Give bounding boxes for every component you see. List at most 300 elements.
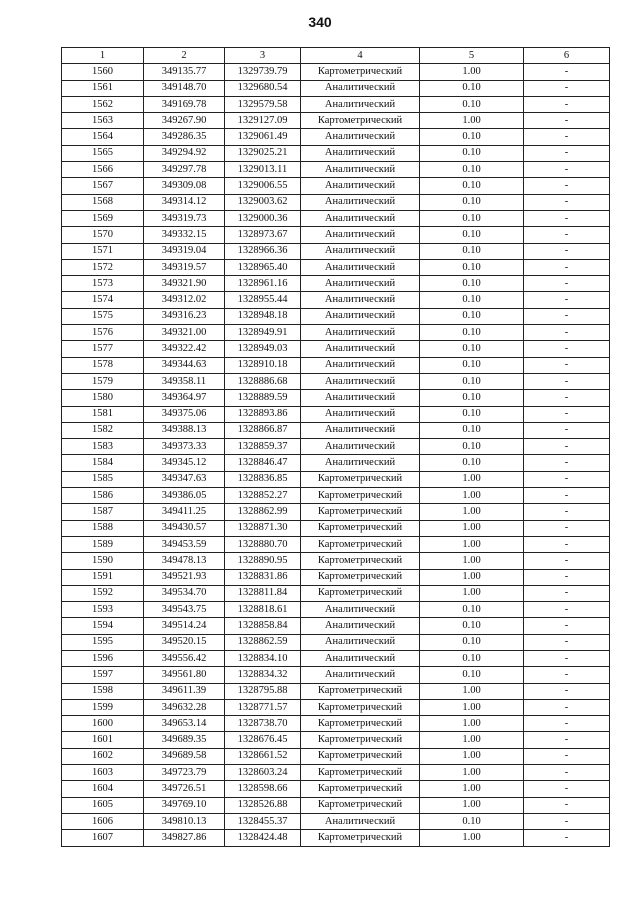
accuracy-cell: 1.00 bbox=[420, 520, 524, 536]
point-number-cell: 1561 bbox=[62, 80, 144, 96]
accuracy-cell: 1.00 bbox=[420, 64, 524, 80]
header-row bbox=[62, 48, 610, 64]
accuracy-cell: 0.10 bbox=[420, 618, 524, 634]
column-header: 1 bbox=[62, 48, 144, 64]
y-coordinate-cell: 1328880.70 bbox=[225, 536, 301, 552]
accuracy-cell: 0.10 bbox=[420, 145, 524, 161]
x-coordinate-cell: 349632.28 bbox=[144, 699, 225, 715]
method-cell: Аналитический bbox=[301, 373, 420, 389]
note-cell: - bbox=[524, 259, 610, 275]
x-coordinate-cell: 349312.02 bbox=[144, 292, 225, 308]
method-cell: Картометрический bbox=[301, 504, 420, 520]
y-coordinate-cell: 1329013.11 bbox=[225, 162, 301, 178]
y-coordinate-cell: 1328771.57 bbox=[225, 699, 301, 715]
method-cell: Аналитический bbox=[301, 227, 420, 243]
method-cell: Аналитический bbox=[301, 129, 420, 145]
accuracy-cell: 0.10 bbox=[420, 390, 524, 406]
table-row bbox=[62, 64, 610, 80]
x-coordinate-cell: 349321.00 bbox=[144, 325, 225, 341]
x-coordinate-cell: 349810.13 bbox=[144, 813, 225, 829]
y-coordinate-cell: 1328738.70 bbox=[225, 716, 301, 732]
x-coordinate-cell: 349358.11 bbox=[144, 373, 225, 389]
table-row bbox=[62, 292, 610, 308]
note-cell: - bbox=[524, 683, 610, 699]
accuracy-cell: 0.10 bbox=[420, 80, 524, 96]
x-coordinate-cell: 349689.35 bbox=[144, 732, 225, 748]
method-cell: Картометрический bbox=[301, 716, 420, 732]
method-cell: Аналитический bbox=[301, 162, 420, 178]
point-number-cell: 1598 bbox=[62, 683, 144, 699]
method-cell: Картометрический bbox=[301, 830, 420, 846]
point-number-cell: 1602 bbox=[62, 748, 144, 764]
table-body bbox=[62, 64, 610, 846]
table-row bbox=[62, 325, 610, 341]
accuracy-cell: 0.10 bbox=[420, 227, 524, 243]
accuracy-cell: 1.00 bbox=[420, 765, 524, 781]
point-number-cell: 1568 bbox=[62, 194, 144, 210]
accuracy-cell: 0.10 bbox=[420, 259, 524, 275]
accuracy-cell: 1.00 bbox=[420, 748, 524, 764]
x-coordinate-cell: 349478.13 bbox=[144, 553, 225, 569]
point-number-cell: 1569 bbox=[62, 210, 144, 226]
method-cell: Картометрический bbox=[301, 488, 420, 504]
point-number-cell: 1567 bbox=[62, 178, 144, 194]
note-cell: - bbox=[524, 748, 610, 764]
note-cell: - bbox=[524, 357, 610, 373]
table-row bbox=[62, 667, 610, 683]
coordinates-table bbox=[61, 47, 610, 847]
table-row bbox=[62, 357, 610, 373]
y-coordinate-cell: 1328834.32 bbox=[225, 667, 301, 683]
note-cell: - bbox=[524, 553, 610, 569]
y-coordinate-cell: 1328955.44 bbox=[225, 292, 301, 308]
table-row bbox=[62, 569, 610, 585]
note-cell: - bbox=[524, 210, 610, 226]
point-number-cell: 1573 bbox=[62, 276, 144, 292]
accuracy-cell: 0.10 bbox=[420, 96, 524, 112]
accuracy-cell: 0.10 bbox=[420, 194, 524, 210]
table-row bbox=[62, 162, 610, 178]
accuracy-cell: 0.10 bbox=[420, 373, 524, 389]
table-row bbox=[62, 259, 610, 275]
y-coordinate-cell: 1328455.37 bbox=[225, 813, 301, 829]
table-row bbox=[62, 145, 610, 161]
table-row bbox=[62, 553, 610, 569]
method-cell: Картометрический bbox=[301, 765, 420, 781]
point-number-cell: 1577 bbox=[62, 341, 144, 357]
method-cell: Аналитический bbox=[301, 259, 420, 275]
note-cell: - bbox=[524, 341, 610, 357]
x-coordinate-cell: 349344.63 bbox=[144, 357, 225, 373]
x-coordinate-cell: 349653.14 bbox=[144, 716, 225, 732]
y-coordinate-cell: 1328424.48 bbox=[225, 830, 301, 846]
method-cell: Аналитический bbox=[301, 194, 420, 210]
point-number-cell: 1575 bbox=[62, 308, 144, 324]
method-cell: Картометрический bbox=[301, 64, 420, 80]
y-coordinate-cell: 1328949.91 bbox=[225, 325, 301, 341]
column-header: 3 bbox=[225, 48, 301, 64]
x-coordinate-cell: 349543.75 bbox=[144, 602, 225, 618]
table-row bbox=[62, 308, 610, 324]
table-row bbox=[62, 716, 610, 732]
y-coordinate-cell: 1328866.87 bbox=[225, 422, 301, 438]
accuracy-cell: 0.10 bbox=[420, 178, 524, 194]
x-coordinate-cell: 349319.57 bbox=[144, 259, 225, 275]
note-cell: - bbox=[524, 830, 610, 846]
table-row bbox=[62, 96, 610, 112]
note-cell: - bbox=[524, 471, 610, 487]
table-row bbox=[62, 227, 610, 243]
y-coordinate-cell: 1329000.36 bbox=[225, 210, 301, 226]
y-coordinate-cell: 1328603.24 bbox=[225, 765, 301, 781]
table-row bbox=[62, 813, 610, 829]
x-coordinate-cell: 349430.57 bbox=[144, 520, 225, 536]
table-header bbox=[62, 48, 610, 64]
y-coordinate-cell: 1328831.86 bbox=[225, 569, 301, 585]
point-number-cell: 1592 bbox=[62, 585, 144, 601]
point-number-cell: 1594 bbox=[62, 618, 144, 634]
table-row bbox=[62, 488, 610, 504]
table-row bbox=[62, 390, 610, 406]
accuracy-cell: 0.10 bbox=[420, 439, 524, 455]
table-row bbox=[62, 797, 610, 813]
note-cell: - bbox=[524, 634, 610, 650]
x-coordinate-cell: 349388.13 bbox=[144, 422, 225, 438]
accuracy-cell: 0.10 bbox=[420, 162, 524, 178]
x-coordinate-cell: 349347.63 bbox=[144, 471, 225, 487]
method-cell: Картометрический bbox=[301, 781, 420, 797]
note-cell: - bbox=[524, 439, 610, 455]
accuracy-cell: 1.00 bbox=[420, 797, 524, 813]
note-cell: - bbox=[524, 194, 610, 210]
y-coordinate-cell: 1329003.62 bbox=[225, 194, 301, 210]
note-cell: - bbox=[524, 292, 610, 308]
point-number-cell: 1593 bbox=[62, 602, 144, 618]
x-coordinate-cell: 349332.15 bbox=[144, 227, 225, 243]
note-cell: - bbox=[524, 504, 610, 520]
point-number-cell: 1564 bbox=[62, 129, 144, 145]
method-cell: Аналитический bbox=[301, 667, 420, 683]
note-cell: - bbox=[524, 64, 610, 80]
x-coordinate-cell: 349148.70 bbox=[144, 80, 225, 96]
table-row bbox=[62, 373, 610, 389]
note-cell: - bbox=[524, 765, 610, 781]
point-number-cell: 1589 bbox=[62, 536, 144, 552]
method-cell: Аналитический bbox=[301, 813, 420, 829]
note-cell: - bbox=[524, 618, 610, 634]
method-cell: Аналитический bbox=[301, 406, 420, 422]
method-cell: Картометрический bbox=[301, 732, 420, 748]
y-coordinate-cell: 1328948.18 bbox=[225, 308, 301, 324]
point-number-cell: 1606 bbox=[62, 813, 144, 829]
x-coordinate-cell: 349689.58 bbox=[144, 748, 225, 764]
x-coordinate-cell: 349520.15 bbox=[144, 634, 225, 650]
table-row bbox=[62, 406, 610, 422]
column-header: 6 bbox=[524, 48, 610, 64]
y-coordinate-cell: 1328965.40 bbox=[225, 259, 301, 275]
page-number: 340 bbox=[308, 14, 332, 30]
y-coordinate-cell: 1328961.16 bbox=[225, 276, 301, 292]
y-coordinate-cell: 1328598.66 bbox=[225, 781, 301, 797]
point-number-cell: 1560 bbox=[62, 64, 144, 80]
note-cell: - bbox=[524, 585, 610, 601]
accuracy-cell: 0.10 bbox=[420, 650, 524, 666]
note-cell: - bbox=[524, 243, 610, 259]
y-coordinate-cell: 1328852.27 bbox=[225, 488, 301, 504]
x-coordinate-cell: 349373.33 bbox=[144, 439, 225, 455]
y-coordinate-cell: 1328890.95 bbox=[225, 553, 301, 569]
method-cell: Картометрический bbox=[301, 797, 420, 813]
point-number-cell: 1591 bbox=[62, 569, 144, 585]
x-coordinate-cell: 349726.51 bbox=[144, 781, 225, 797]
method-cell: Картометрический bbox=[301, 699, 420, 715]
note-cell: - bbox=[524, 80, 610, 96]
note-cell: - bbox=[524, 390, 610, 406]
method-cell: Картометрический bbox=[301, 585, 420, 601]
note-cell: - bbox=[524, 455, 610, 471]
x-coordinate-cell: 349294.92 bbox=[144, 145, 225, 161]
accuracy-cell: 0.10 bbox=[420, 813, 524, 829]
table-row bbox=[62, 80, 610, 96]
note-cell: - bbox=[524, 276, 610, 292]
method-cell: Картометрический bbox=[301, 520, 420, 536]
point-number-cell: 1581 bbox=[62, 406, 144, 422]
table-row bbox=[62, 520, 610, 536]
y-coordinate-cell: 1329739.79 bbox=[225, 64, 301, 80]
table-row bbox=[62, 471, 610, 487]
table-row bbox=[62, 276, 610, 292]
method-cell: Аналитический bbox=[301, 439, 420, 455]
accuracy-cell: 1.00 bbox=[420, 716, 524, 732]
accuracy-cell: 0.10 bbox=[420, 406, 524, 422]
table-row bbox=[62, 602, 610, 618]
method-cell: Аналитический bbox=[301, 292, 420, 308]
point-number-cell: 1586 bbox=[62, 488, 144, 504]
method-cell: Аналитический bbox=[301, 276, 420, 292]
accuracy-cell: 0.10 bbox=[420, 129, 524, 145]
accuracy-cell: 1.00 bbox=[420, 830, 524, 846]
table-row bbox=[62, 243, 610, 259]
table-row bbox=[62, 504, 610, 520]
y-coordinate-cell: 1329061.49 bbox=[225, 129, 301, 145]
x-coordinate-cell: 349297.78 bbox=[144, 162, 225, 178]
accuracy-cell: 1.00 bbox=[420, 732, 524, 748]
y-coordinate-cell: 1328846.47 bbox=[225, 455, 301, 471]
note-cell: - bbox=[524, 667, 610, 683]
accuracy-cell: 0.10 bbox=[420, 667, 524, 683]
point-number-cell: 1601 bbox=[62, 732, 144, 748]
x-coordinate-cell: 349364.97 bbox=[144, 390, 225, 406]
y-coordinate-cell: 1328818.61 bbox=[225, 602, 301, 618]
point-number-cell: 1582 bbox=[62, 422, 144, 438]
point-number-cell: 1587 bbox=[62, 504, 144, 520]
method-cell: Картометрический bbox=[301, 471, 420, 487]
table-row bbox=[62, 748, 610, 764]
table-row bbox=[62, 439, 610, 455]
method-cell: Картометрический bbox=[301, 553, 420, 569]
point-number-cell: 1590 bbox=[62, 553, 144, 569]
point-number-cell: 1584 bbox=[62, 455, 144, 471]
point-number-cell: 1566 bbox=[62, 162, 144, 178]
x-coordinate-cell: 349321.90 bbox=[144, 276, 225, 292]
accuracy-cell: 0.10 bbox=[420, 634, 524, 650]
point-number-cell: 1563 bbox=[62, 113, 144, 129]
y-coordinate-cell: 1328949.03 bbox=[225, 341, 301, 357]
column-header: 5 bbox=[420, 48, 524, 64]
note-cell: - bbox=[524, 569, 610, 585]
note-cell: - bbox=[524, 373, 610, 389]
y-coordinate-cell: 1328973.67 bbox=[225, 227, 301, 243]
note-cell: - bbox=[524, 227, 610, 243]
point-number-cell: 1578 bbox=[62, 357, 144, 373]
accuracy-cell: 1.00 bbox=[420, 488, 524, 504]
column-header: 2 bbox=[144, 48, 225, 64]
method-cell: Картометрический bbox=[301, 683, 420, 699]
method-cell: Аналитический bbox=[301, 308, 420, 324]
x-coordinate-cell: 349386.05 bbox=[144, 488, 225, 504]
note-cell: - bbox=[524, 488, 610, 504]
note-cell: - bbox=[524, 732, 610, 748]
point-number-cell: 1603 bbox=[62, 765, 144, 781]
accuracy-cell: 1.00 bbox=[420, 536, 524, 552]
accuracy-cell: 0.10 bbox=[420, 602, 524, 618]
x-coordinate-cell: 349411.25 bbox=[144, 504, 225, 520]
y-coordinate-cell: 1328836.85 bbox=[225, 471, 301, 487]
method-cell: Аналитический bbox=[301, 210, 420, 226]
note-cell: - bbox=[524, 308, 610, 324]
note-cell: - bbox=[524, 813, 610, 829]
point-number-cell: 1585 bbox=[62, 471, 144, 487]
note-cell: - bbox=[524, 781, 610, 797]
point-number-cell: 1599 bbox=[62, 699, 144, 715]
table-row bbox=[62, 699, 610, 715]
method-cell: Аналитический bbox=[301, 602, 420, 618]
y-coordinate-cell: 1328676.45 bbox=[225, 732, 301, 748]
table-row bbox=[62, 618, 610, 634]
method-cell: Аналитический bbox=[301, 390, 420, 406]
y-coordinate-cell: 1328862.59 bbox=[225, 634, 301, 650]
accuracy-cell: 0.10 bbox=[420, 325, 524, 341]
accuracy-cell: 0.10 bbox=[420, 243, 524, 259]
x-coordinate-cell: 349453.59 bbox=[144, 536, 225, 552]
y-coordinate-cell: 1328834.10 bbox=[225, 650, 301, 666]
method-cell: Аналитический bbox=[301, 145, 420, 161]
accuracy-cell: 0.10 bbox=[420, 308, 524, 324]
table-row bbox=[62, 178, 610, 194]
x-coordinate-cell: 349514.24 bbox=[144, 618, 225, 634]
note-cell: - bbox=[524, 650, 610, 666]
x-coordinate-cell: 349723.79 bbox=[144, 765, 225, 781]
table-row bbox=[62, 765, 610, 781]
y-coordinate-cell: 1328862.99 bbox=[225, 504, 301, 520]
method-cell: Аналитический bbox=[301, 455, 420, 471]
point-number-cell: 1565 bbox=[62, 145, 144, 161]
note-cell: - bbox=[524, 406, 610, 422]
method-cell: Аналитический bbox=[301, 341, 420, 357]
point-number-cell: 1576 bbox=[62, 325, 144, 341]
y-coordinate-cell: 1329127.09 bbox=[225, 113, 301, 129]
accuracy-cell: 0.10 bbox=[420, 276, 524, 292]
column-header: 4 bbox=[301, 48, 420, 64]
x-coordinate-cell: 349319.73 bbox=[144, 210, 225, 226]
note-cell: - bbox=[524, 536, 610, 552]
note-cell: - bbox=[524, 162, 610, 178]
table-row bbox=[62, 341, 610, 357]
note-cell: - bbox=[524, 602, 610, 618]
note-cell: - bbox=[524, 325, 610, 341]
x-coordinate-cell: 349314.12 bbox=[144, 194, 225, 210]
point-number-cell: 1600 bbox=[62, 716, 144, 732]
method-cell: Аналитический bbox=[301, 96, 420, 112]
note-cell: - bbox=[524, 520, 610, 536]
x-coordinate-cell: 349322.42 bbox=[144, 341, 225, 357]
table-row bbox=[62, 536, 610, 552]
y-coordinate-cell: 1328966.36 bbox=[225, 243, 301, 259]
x-coordinate-cell: 349556.42 bbox=[144, 650, 225, 666]
x-coordinate-cell: 349534.70 bbox=[144, 585, 225, 601]
x-coordinate-cell: 349769.10 bbox=[144, 797, 225, 813]
method-cell: Картометрический bbox=[301, 748, 420, 764]
y-coordinate-cell: 1328910.18 bbox=[225, 357, 301, 373]
x-coordinate-cell: 349611.39 bbox=[144, 683, 225, 699]
x-coordinate-cell: 349375.06 bbox=[144, 406, 225, 422]
y-coordinate-cell: 1328886.68 bbox=[225, 373, 301, 389]
x-coordinate-cell: 349521.93 bbox=[144, 569, 225, 585]
note-cell: - bbox=[524, 178, 610, 194]
method-cell: Аналитический bbox=[301, 80, 420, 96]
x-coordinate-cell: 349561.80 bbox=[144, 667, 225, 683]
y-coordinate-cell: 1329025.21 bbox=[225, 145, 301, 161]
x-coordinate-cell: 349319.04 bbox=[144, 243, 225, 259]
table-row bbox=[62, 422, 610, 438]
y-coordinate-cell: 1328859.37 bbox=[225, 439, 301, 455]
point-number-cell: 1595 bbox=[62, 634, 144, 650]
note-cell: - bbox=[524, 145, 610, 161]
method-cell: Аналитический bbox=[301, 422, 420, 438]
method-cell: Картометрический bbox=[301, 536, 420, 552]
y-coordinate-cell: 1328795.88 bbox=[225, 683, 301, 699]
point-number-cell: 1572 bbox=[62, 259, 144, 275]
method-cell: Аналитический bbox=[301, 618, 420, 634]
y-coordinate-cell: 1328889.59 bbox=[225, 390, 301, 406]
accuracy-cell: 0.10 bbox=[420, 455, 524, 471]
note-cell: - bbox=[524, 129, 610, 145]
y-coordinate-cell: 1329006.55 bbox=[225, 178, 301, 194]
method-cell: Аналитический bbox=[301, 650, 420, 666]
note-cell: - bbox=[524, 113, 610, 129]
point-number-cell: 1596 bbox=[62, 650, 144, 666]
table-row bbox=[62, 732, 610, 748]
table-row bbox=[62, 650, 610, 666]
point-number-cell: 1605 bbox=[62, 797, 144, 813]
point-number-cell: 1583 bbox=[62, 439, 144, 455]
x-coordinate-cell: 349316.23 bbox=[144, 308, 225, 324]
accuracy-cell: 1.00 bbox=[420, 471, 524, 487]
note-cell: - bbox=[524, 716, 610, 732]
table-row bbox=[62, 781, 610, 797]
method-cell: Аналитический bbox=[301, 357, 420, 373]
x-coordinate-cell: 349827.86 bbox=[144, 830, 225, 846]
method-cell: Аналитический bbox=[301, 634, 420, 650]
note-cell: - bbox=[524, 96, 610, 112]
note-cell: - bbox=[524, 422, 610, 438]
y-coordinate-cell: 1328661.52 bbox=[225, 748, 301, 764]
y-coordinate-cell: 1328858.84 bbox=[225, 618, 301, 634]
x-coordinate-cell: 349345.12 bbox=[144, 455, 225, 471]
point-number-cell: 1607 bbox=[62, 830, 144, 846]
y-coordinate-cell: 1328893.86 bbox=[225, 406, 301, 422]
table-row bbox=[62, 113, 610, 129]
